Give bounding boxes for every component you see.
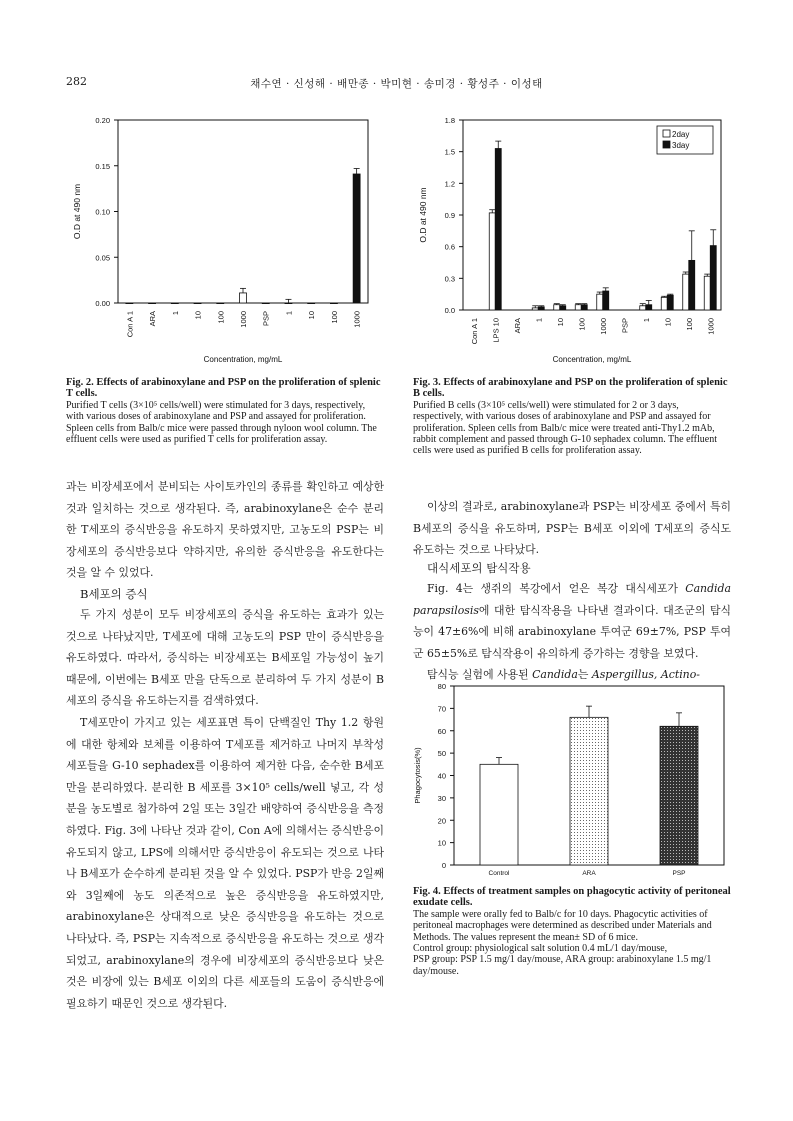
- fig3-xtick-label: Con A 1: [469, 318, 479, 345]
- section-heading-b-cell: B세포의 증식: [80, 587, 148, 601]
- fig3-ytick-label: 0.6: [444, 242, 455, 252]
- fig3-xtick-label: ARA: [512, 318, 522, 334]
- fig2-bar: [262, 303, 269, 304]
- fig2-ytick-label: 0.15: [95, 161, 110, 171]
- fig2-caption: [66, 377, 384, 445]
- fig2-bar: [240, 293, 247, 303]
- fig4-ytick-label: 60: [437, 726, 446, 736]
- fig3-bar-2day: [489, 213, 495, 310]
- fig4-xtick-label: ARA: [582, 870, 596, 877]
- fig3-xtick-label: PSP: [620, 318, 630, 334]
- fig2-bar: [353, 174, 360, 303]
- fig3-bar-3day: [646, 305, 652, 310]
- fig3-ytick-label: 0.0: [444, 306, 455, 315]
- fig4-xtick-label: Control: [488, 870, 510, 877]
- fig3-legend-swatch-3day: [663, 141, 670, 148]
- fig2-ytick-label: 0.00: [95, 299, 110, 308]
- fig2-bar: [285, 303, 292, 304]
- fig4-ytick-label: 10: [437, 838, 446, 848]
- fig3-xlabel: Concentration, mg/mL: [552, 355, 632, 364]
- fig4-ytick-label: 30: [437, 793, 446, 803]
- fig2-bar: [194, 303, 201, 304]
- fig2-xtick-label: 10: [307, 311, 317, 320]
- fig3-xtick-label: 1000: [598, 318, 608, 335]
- fig2-xtick-label: ARA: [148, 311, 158, 327]
- fig3-bar-2day: [554, 305, 560, 310]
- fig3-bar-3day: [710, 246, 716, 310]
- fig4-ytick-label: 80: [437, 682, 446, 691]
- fig2-bar: [171, 303, 178, 304]
- fig4-caption: [413, 886, 731, 977]
- fig2-plot-frame: [118, 120, 368, 303]
- fig2-xtick-label: 1: [284, 311, 294, 316]
- fig3-legend-label-3day: 3day: [672, 141, 690, 150]
- fig4-bar: [480, 764, 518, 865]
- fig3-ytick-label: 1.2: [444, 179, 455, 189]
- fig3-chart: [408, 112, 738, 370]
- fig3-xtick-label: 1: [641, 318, 651, 323]
- fig2-xlabel: Concentration, mg/mL: [203, 355, 283, 364]
- fig3-xtick-label: 100: [577, 318, 587, 331]
- right-column: [413, 496, 731, 561]
- fig3-ytick-label: 1.8: [444, 116, 455, 125]
- left-column: [66, 476, 384, 584]
- fig4-ytick-label: 20: [437, 816, 446, 826]
- fig3-bar-2day: [661, 297, 667, 310]
- fig4-ytick-label: 0: [441, 861, 446, 870]
- fig2-xtick-label: 10: [193, 311, 203, 320]
- fig2-xtick-label: 100: [329, 311, 339, 324]
- page-number: 282: [66, 75, 87, 88]
- fig4-caption-body: The sample were orally fed to Balb/c for 10 days. Phagocytic activities of peritoneal macrophages were determined as described under Materials and Methods. The values represent the mean± SD of 6 mice.: [413, 908, 712, 943]
- fig3-ytick-label: 0.9: [444, 211, 455, 220]
- fig4-bar: [570, 717, 608, 865]
- running-header-authors: 채수연 · 신성해 · 배만종 · 박미현 · 송미경 · 황성주 · 이성태: [250, 78, 543, 90]
- fig3-bar-2day: [575, 305, 581, 310]
- fig3-ytick-label: 0.3: [444, 274, 455, 284]
- right-paragraph-2: [413, 578, 731, 664]
- fig2-xtick-label: 1: [170, 311, 180, 316]
- left-paragraph-3: T세포만이 가지고 있는 세포표면 특이 단백질인 Thy 1.2 항원에 대한 항체와 보체를 이용하여 T세포를 제거하고 나머지 부착성 세포들을 G-10 sephadex를 이용하여 제거한 다음, 순수한 B세포만을 분리하였다. 분리한 B 세포를 3×10⁵ cells/well 넣고, 각 성분을 농도별로 첨가하여 2일 또는 3일간 배양하여 증식반응을 측정하였다. Fig. 3에 나타난 것과 같이, Con A에 의해서는 증식반응이 유도되지 않고, LPS에 의해서만 증식반응이 유도되는 것으로 나타나 B세포가 순수하게 분리된 것을 알 수 있었다. PSP가 반응 2일째와 3일째에 농도 의존적으로 높은 증식반응을 유도하였지만, arabinoxylane은 상대적으로 낮은 증식반응을 유도하는 것으로 나타났다. 즉, PSP는 지속적으로 증식반응을 유도하는 것으로 생각되었고, arabinoxylane의 경우에 비장세포의 증식반응보다 낮은 것은 비장에 있는 B세포 이외의 다른 세포들의 도움이 증식반응에 필요하기 때문인 것으로 생각된다.: [66, 715, 384, 1010]
- fig3-bar-3day: [560, 306, 566, 310]
- fig2-ytick-label: 0.20: [95, 116, 110, 125]
- fig3-bar-2day: [532, 308, 538, 310]
- fig4-bar: [660, 726, 698, 865]
- rp2-italic: Candida parapsilosis: [413, 582, 731, 617]
- rp2-a: Fig. 4는 생쥐의 복강에서 얻은 복강 대식세포가: [427, 582, 686, 595]
- fig2-ytick-label: 0.05: [95, 253, 110, 263]
- fig3-bar-3day: [495, 149, 501, 311]
- fig2-xtick-label: 1000: [352, 311, 362, 328]
- fig3-bar-3day: [667, 295, 673, 310]
- fig2-xtick-label: 1000: [239, 311, 248, 328]
- left-paragraph-1: 과는 비장세포에서 분비되는 사이토카인의 종류를 확인하고 예상한 것과 일치하는 것으로 생각된다. 즉, arabinoxylane은 순수 분리한 T세포의 증식반응을 유도하지 못하였지만, 고농도의 PSP는 비장세포의 증식반응보다 약하지만, 유의한 증식반응을 유도한다는 것을 알 수 있었다.: [66, 480, 384, 580]
- fig3-xtick-label: 1000: [706, 318, 716, 335]
- fig3-bar-2day: [704, 276, 710, 310]
- fig3-legend-swatch-2day: [663, 130, 670, 137]
- left-paragraph-2: 두 가지 성분이 모두 비장세포의 증식을 유도하는 효과가 있는 것으로 나타났지만, T세포에 대해 고농도의 PSP 만이 증식반응을 유도하였다. 따라서, 증식하는 비장세포는 B세포일 가능성이 높기 때문에, 이번에는 B세포 만을 단독으로 분리하여 두 가지 성분이 B세포의 증식을 유도하는지를 검색하였다.: [66, 608, 384, 708]
- fig2-bar: [126, 303, 133, 304]
- section-heading-phagocytosis: 대식세포의 탐식작용: [427, 561, 531, 575]
- right-column-2: [413, 578, 731, 686]
- fig3-caption: [413, 377, 731, 457]
- fig4-xtick-label: PSP: [672, 870, 686, 877]
- fig3-xtick-label: 10: [555, 318, 565, 327]
- fig3-caption-body: Purified B cells (3×10⁵ cells/well) were stimulated for 2 or 3 days, respectively, with various doses of arabinoxylane and PSP and assayed for proliferation. Spleen cells from Balb/c mice were treated anti-Thy1.2 mAb, rabbit complement and passed through G-10 sephadex column. The effluent cells were used as purified B cells for proliferation assay.: [413, 399, 717, 457]
- fig3-bar-3day: [581, 305, 587, 310]
- fig4-ytick-label: 70: [437, 704, 446, 714]
- fig4-caption-title: Fig. 4. Effects of treatment samples on phagocytic activity of peritoneal exudate cells.: [413, 886, 731, 909]
- rp3-b: 는: [577, 668, 592, 682]
- fig3-xtick-label: 10: [663, 318, 673, 327]
- rp3-italic1: Candida: [532, 668, 578, 682]
- fig3-bar-3day: [538, 307, 544, 310]
- fig2-bar: [308, 303, 315, 304]
- fig3-xtick-label: 100: [684, 318, 694, 331]
- fig4-caption-note2: PSP group: PSP 1.5 mg/1 day/mouse, ARA group: arabinoxylane 1.5 mg/1 day/mouse.: [413, 954, 712, 977]
- fig3-bar-2day: [640, 306, 646, 310]
- fig3-bar-3day: [689, 260, 695, 310]
- fig2-ytick-label: 0.10: [95, 207, 110, 217]
- fig2-xtick-label: PSP: [261, 311, 271, 327]
- right-paragraph-1: 이상의 결과로, arabinoxylane과 PSP는 비장세포 중에서 특히 B세포의 증식을 유도하며, PSP는 B세포 이외에 T세포의 증식도 유도하는 것으로 나타났다.: [413, 500, 731, 557]
- fig3-xtick-label: LPS 10: [491, 318, 501, 343]
- fig2-xtick-label: 100: [216, 311, 226, 324]
- rp3-a: 탐식능 실험에 사용된: [427, 668, 533, 682]
- fig2-chart: [60, 112, 390, 370]
- fig2-caption-title: Fig. 2. Effects of arabinoxylane and PSP on the proliferation of splenic T cells.: [66, 377, 381, 400]
- fig4-caption-note1: Control group: physiological salt solution 0.4 mL/1 day/mouse,: [413, 943, 668, 955]
- rp2-b: 에 대한 탐식작용을 나타낸 결과이다. 대조군의 탐식능이 47±6%에 비해 arabinoxylane 투여군 69±7%, PSP 투여군 65±5%로 탐식작용이 유의하게 증가하는 경향을 보였다.: [413, 603, 731, 660]
- fig2-xtick-label: Con A 1: [125, 311, 135, 338]
- fig3-bar-2day: [683, 274, 689, 310]
- fig3-ytick-label: 1.5: [444, 147, 455, 157]
- fig4-ytick-label: 40: [437, 771, 446, 781]
- fig2-bar: [217, 303, 224, 304]
- fig3-caption-title: Fig. 3. Effects of arabinoxylane and PSP on the proliferation of splenic B cells.: [413, 377, 728, 400]
- fig2-bar: [330, 303, 337, 304]
- fig4-ylabel: Phagocytosis(%): [413, 747, 422, 804]
- fig3-ylabel: O.D at 490 nm: [418, 187, 428, 243]
- left-column-2: [66, 604, 384, 1014]
- fig2-caption-body: Purified T cells (3×10⁵ cells/well) were stimulated for 3 days, respectively, with various doses of arabinoxylane and PSP and assayed for proliferation. Spleen cells from Balb/c mice were passed through nyloon wool column. The effluent cells were used as purified T cells for proliferation assay.: [66, 399, 377, 446]
- fig2-bar: [149, 303, 156, 304]
- fig3-xtick-label: 1: [534, 318, 544, 323]
- fig3-bar-3day: [603, 291, 609, 310]
- rp3-italic2: Aspergillus, Actino-: [591, 668, 700, 682]
- fig3-bar-2day: [597, 294, 603, 310]
- fig3-legend-label-2day: 2day: [672, 130, 690, 139]
- fig2-ylabel: O.D at 490 nm: [72, 183, 82, 240]
- fig4-chart: [408, 678, 738, 883]
- fig4-ytick-label: 50: [437, 749, 446, 759]
